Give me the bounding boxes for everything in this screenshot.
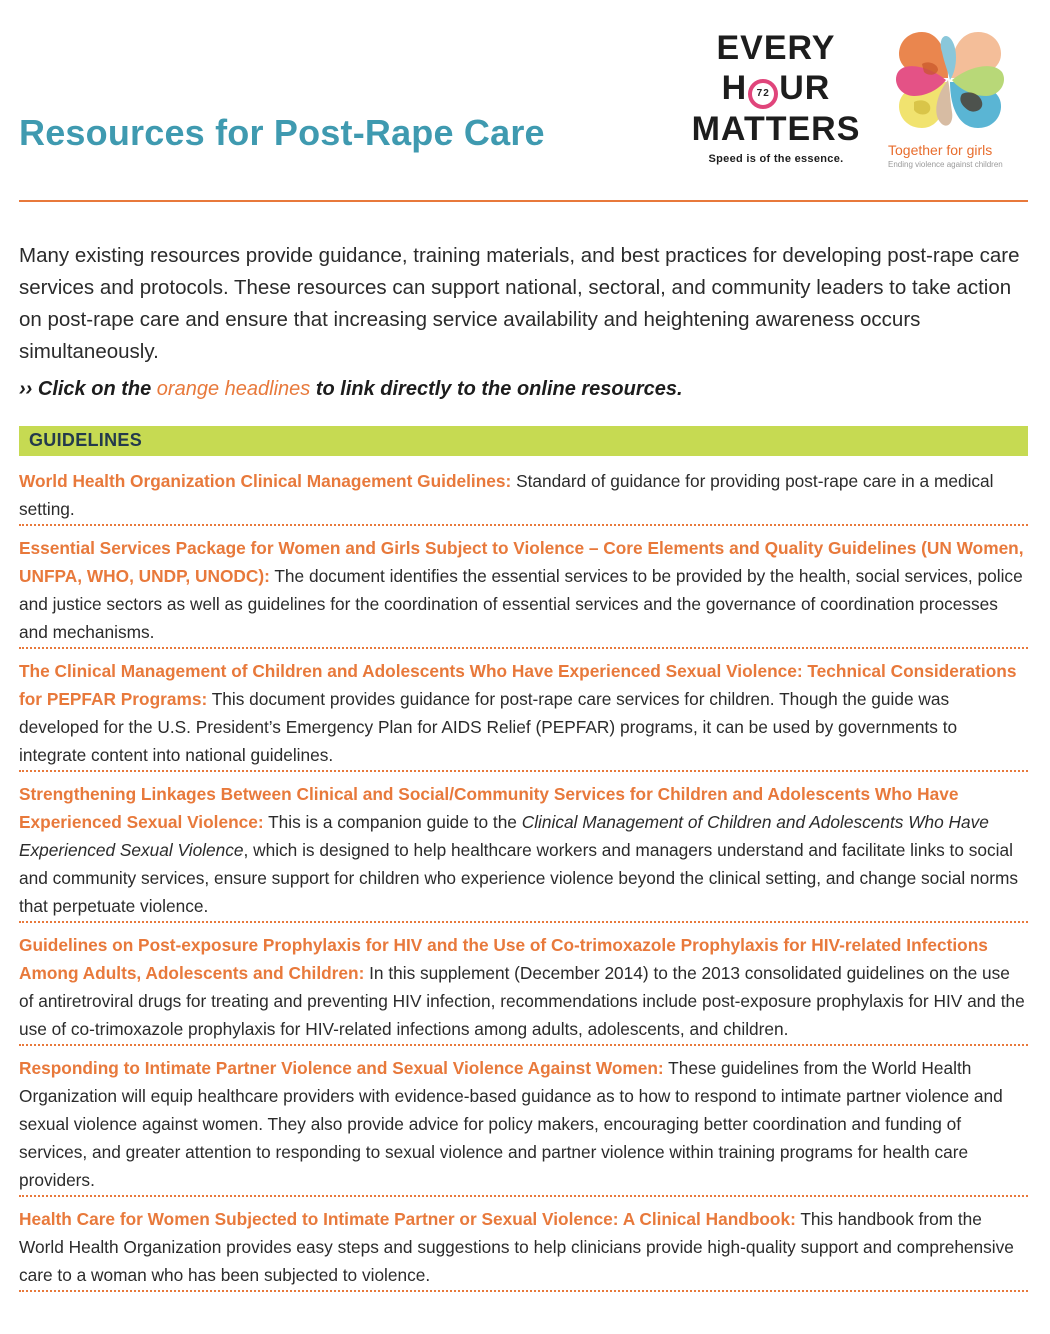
resource-headline-link[interactable]: Guidelines on Post-exposure Prophylaxis for HIV and the Use of Co-trimoxazole Prophylaxis for HIV-related Infections Among Adults, Adolescents and Children:	[19, 935, 988, 983]
resource-entry	[19, 931, 1028, 1046]
resource-entry	[19, 467, 1028, 526]
resource-entry	[19, 780, 1028, 923]
resource-title-italic: Clinical Management of Children and Adolescents Who Have Experienced Sexual Violence	[19, 812, 989, 860]
tfg-subtitle: Ending violence against children	[888, 160, 1003, 169]
resource-headline-link[interactable]: Responding to Intimate Partner Violence and Sexual Violence Against Women:	[19, 1058, 664, 1078]
intro-paragraph: Many existing resources provide guidance, training materials, and best practices for developing post-rape care services and protocols. These resources can support national, sectoral, and community leaders to take action on post-rape care and ensure that increasing service availability and heightening awareness occurs simultaneously.	[19, 244, 1020, 363]
resource-entry	[19, 534, 1028, 649]
tfg-name: Together for girls	[888, 142, 993, 158]
resource-description: These guidelines from the World Health Organization will equip healthcare providers with evidence-based guidance as to how to respond to intimate partner violence and sexual violence against women. They also provide advice for policy makers, encouraging better coordination and funding of services, and greater attention to responding to sexual violence and partner violence within training programs for health care providers.	[19, 1058, 1003, 1190]
resource-entry	[19, 1054, 1028, 1197]
logo-line-matters: MATTERS	[691, 110, 861, 148]
resource-description: This document provides guidance for post-rape care services for children. Though the guide was developed for the U.S. President’s Emergency Plan for AIDS Relief (PEPFAR) programs, it can be used by governments to integrate content into national guidelines.	[19, 689, 958, 765]
logo-line-every: EVERY	[716, 29, 836, 67]
resource-headline-link[interactable]: World Health Organization Clinical Management Guidelines:	[19, 471, 512, 491]
logo-tagline: Speed is of the essence.	[708, 153, 844, 165]
resource-headline-link[interactable]: The Clinical Management of Children and Adolescents Who Have Experienced Sexual Violence: Technical Considerations for PEPFAR Programs:	[19, 661, 1017, 709]
clock-72-icon: 72	[748, 79, 778, 109]
resource-list	[19, 467, 1028, 1300]
page-title: Resources for Post-Rape Care	[19, 112, 545, 153]
section-heading: GUIDELINES	[29, 430, 143, 450]
section-heading-bar	[19, 426, 1028, 456]
logo-line-hour: H 72 UR	[721, 69, 831, 107]
every-hour-matters-logo	[690, 28, 862, 165]
resource-description: , which is designed to help healthcare workers and managers understand and facilitate links to social and community services, ensure support for children who experience violence beyond the clinical setting, and change social norms that perpetuate violence.	[19, 840, 1019, 916]
resource-description-start: This is a companion guide to the	[263, 812, 522, 832]
header-divider	[19, 200, 1028, 202]
together-for-girls-logo	[888, 24, 1024, 169]
clover-hearts-icon	[892, 24, 1010, 136]
resource-headline-link[interactable]: Health Care for Women Subjected to Intimate Partner or Sexual Violence: A Clinical Handbook:	[19, 1209, 796, 1229]
resource-description: The document identifies the essential services to be provided by the health, social services, police and justice sectors as well as guidelines for the coordination of essential services and the governance of coordination processes and mechanisms.	[19, 566, 1023, 642]
resource-description: In this supplement (December 2014) to the 2013 consolidated guidelines on the use of antiretroviral drugs for treating and preventing HIV infection, recommendations include post-exposure prophylaxis for HIV and the use of co-trimoxazole prophylaxis for HIV-related infections among adults, adolescents, and children.	[19, 963, 1025, 1039]
resource-description: Standard of guidance for providing post-rape care in a medical setting.	[19, 471, 994, 519]
resource-headline-link[interactable]: Essential Services Package for Women and Girls Subject to Violence – Core Elements and Quality Guidelines (UN Women, UNFPA, WHO, UNDP, UNODC):	[19, 538, 1024, 586]
resource-entry	[19, 657, 1028, 772]
resource-description: This handbook from the World Health Organization provides easy steps and suggestions to help clinicians provide high-quality support and comprehensive care to a woman who has been subjected to violence.	[19, 1209, 1014, 1285]
resource-headline-link[interactable]: Strengthening Linkages Between Clinical and Social/Community Services for Children and Adolescents Who Have Experienced Sexual Violence:	[19, 784, 959, 832]
orange-headlines-link[interactable]: orange headlines	[156, 378, 311, 400]
resource-entry	[19, 1205, 1028, 1292]
click-instruction: ›› Click on the orange headlines to link directly to the online resources.	[19, 378, 683, 400]
